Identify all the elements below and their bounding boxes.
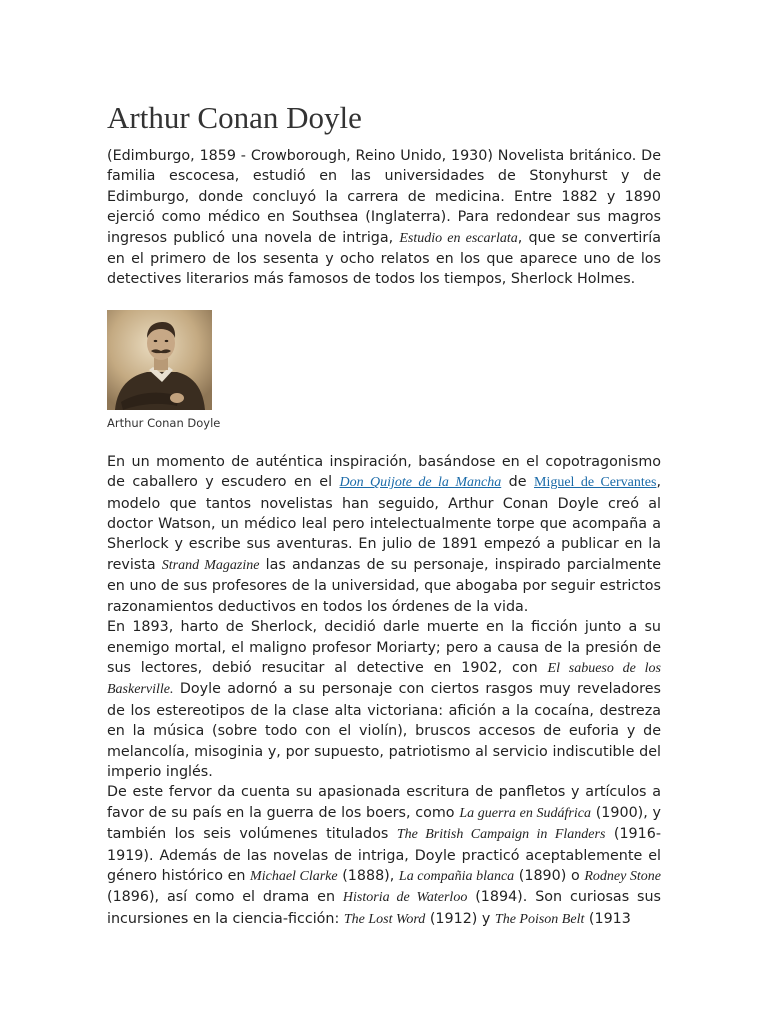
- text-run: , que se convertiría en el primero de los sesenta y ocho relatos en los que aparece uno de los detectives literarios más famosos de todos los tiempos, Sherlock Holmes.: [107, 229, 661, 288]
- link-miguel-de-cervantes[interactable]: Miguel de Cervantes: [534, 475, 657, 491]
- text-run: las andanzas de su personaje, inspirado parcialmente en uno de sus profesores de la universidad, que abogaba por seguir estrictos razonamientos deductivos en todos los órdenes de la vida.: [107, 556, 662, 615]
- text-run: (1912) y: [425, 910, 495, 927]
- text-run: (1894). Son curiosas sus incursiones en la ciencia-ficción:: [107, 889, 661, 927]
- text-run: En 1893, harto de Sherlock, decidió darle muerte en la ficción junto a su enemigo mortal, el maligno profesor Moriarty; pero a causa de la presión de sus lectores, debió resucitar al detective en 1902, con: [107, 619, 661, 676]
- intro-paragraph: [107, 146, 661, 290]
- portrait-figure: [107, 310, 661, 430]
- book-title: La guerra en Sudáfrica: [459, 805, 591, 821]
- text-run: De este fervor da cuenta su apasionada escritura de panfletos y artículos a favor de su país en la guerra de los boers, como: [107, 784, 661, 821]
- book-title: The Poison Belt: [494, 911, 585, 927]
- book-title: The British Campaign in Flanders: [396, 827, 606, 843]
- portrait-caption: Arthur Conan Doyle: [107, 415, 221, 430]
- portrait-image: [107, 310, 212, 410]
- link-don-quijote[interactable]: Don Quijote de la Mancha: [339, 475, 502, 491]
- book-title: La compañia blanca: [398, 868, 515, 884]
- book-title: Michael Clarke: [250, 868, 338, 884]
- body-paragraph: [107, 782, 661, 930]
- book-title: Estudio en escarlata: [399, 230, 518, 246]
- book-title: Rodney Stone: [584, 868, 661, 884]
- book-title: The Lost Word: [343, 911, 426, 927]
- book-title: El sabueso de los Baskerville.: [107, 660, 661, 698]
- article-body: [107, 452, 661, 930]
- body-paragraph: [107, 617, 661, 782]
- body-paragraph: [107, 452, 661, 617]
- text-run: (1890) o: [514, 867, 585, 884]
- text-run: (1896), así como el drama en: [107, 889, 343, 906]
- text-run: En un momento de auténtica inspiración, basándose en el copotragonismo de caballero y escudero en el: [107, 453, 661, 491]
- book-title: Historia de Waterloo: [342, 890, 468, 906]
- text-run: (1913: [584, 910, 631, 927]
- magazine-title: Strand Magazine: [161, 557, 260, 573]
- text-run: (1900), y también los seis volúmenes titulados: [107, 804, 662, 843]
- page-title: Arthur Conan Doyle: [107, 100, 362, 135]
- text-run: , modelo que tantos novelistas han seguido, Arthur Conan Doyle creó al doctor Watson, un médico leal pero intelectualmente torpe que acompaña a Sherlock y escribe sus aventuras. En julio de 1891 empezó a publicar en la revista: [107, 474, 661, 573]
- text-run: de: [501, 474, 534, 491]
- text-run: (Edimburgo, 1859 - Crowborough, Reino Unido, 1930) Novelista británico. De familia escocesa, estudió en las universidades de Stonyhurst y de Edimburgo, donde concluyó la carrera de medicina. Entre 1882 y 1890 ejerció como médico en Southsea (Inglaterra). Para redondear sus magros ingresos publicó una novela de intriga,: [107, 148, 661, 246]
- text-run: (1888),: [337, 867, 399, 884]
- text-run: (1916-1919). Además de las novelas de intriga, Doyle practicó aceptablemente el género histórico en: [107, 826, 661, 884]
- text-run: Doyle adornó a su personaje con ciertos rasgos muy reveladores de los estereotipos de la clase alta victoriana: afición a la cocaína, destreza en la música (sobre todo con el violín), bruscos accesos de euforia y de melancolía, misoginia y, por supuesto, patriotismo al servicio indiscutible del imperio inglés.: [107, 681, 661, 780]
- document-page: [107, 98, 661, 930]
